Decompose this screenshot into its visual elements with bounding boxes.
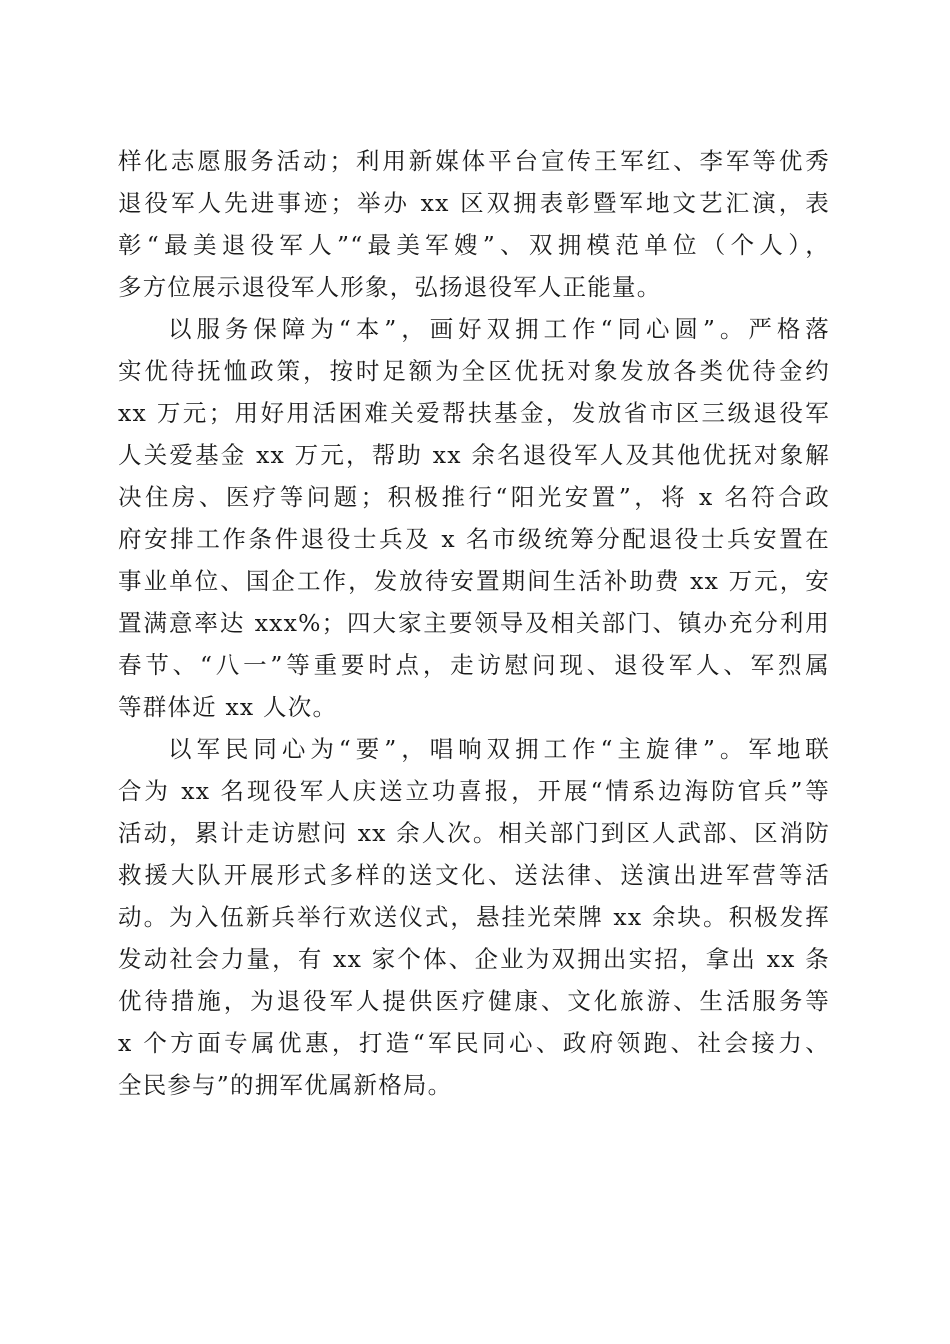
text-line: 府安排工作条件退役士兵及 x 名市级统筹分配退役士兵安置在 xyxy=(118,525,830,553)
text-line: 等群体近 xx 人次。 xyxy=(118,693,338,721)
text-line: 救援大队开展形式多样的送文化、送法律、送演出进军营等活 xyxy=(118,861,830,889)
text-line: 决住房、医疗等问题；积极推行“阳光安置”，将 x 名符合政 xyxy=(118,483,830,511)
text-line: 事业单位、国企工作，发放待安置期间生活补助费 xx 万元，安 xyxy=(118,567,830,595)
document-body xyxy=(118,140,830,1106)
text-line: 人关爱基金 xx 万元，帮助 xx 余名退役军人及其他优抚对象解 xyxy=(118,441,830,469)
text-line: 活动，累计走访慰问 xx 余人次。相关部门到区人武部、区消防 xyxy=(118,819,830,847)
text-line: 春节、“八一”等重要时点，走访慰问现、退役军人、军烈属 xyxy=(118,651,830,679)
text-line: 合为 xx 名现役军人庆送立功喜报，开展“情系边海防官兵”等 xyxy=(118,777,830,805)
text-line: 彰“最美退役军人”“最美军嫂”、双拥模范单位（个人）， xyxy=(118,231,830,259)
text-line: 以服务保障为“本”，画好双拥工作“同心圆”。严格落 xyxy=(168,315,830,343)
text-line: 退役军人先进事迹；举办 xx 区双拥表彰暨军地文艺汇演，表 xyxy=(118,189,830,217)
paragraph-service-guarantee xyxy=(118,308,830,728)
text-line: x 个方面专属优惠，打造“军民同心、政府领跑、社会接力、 xyxy=(118,1029,830,1057)
text-line: 实优待抚恤政策，按时足额为全区优抚对象发放各类优待金约 xyxy=(118,357,830,385)
text-line: 样化志愿服务活动；利用新媒体平台宣传王军红、李军等优秀 xyxy=(118,147,830,175)
paragraph-volunteer-activities xyxy=(118,140,830,308)
text-line: xx 万元；用好用活困难关爱帮扶基金，发放省市区三级退役军 xyxy=(118,399,830,427)
text-line: 全民参与”的拥军优属新格局。 xyxy=(118,1071,453,1099)
text-line: 置满意率达 xxx%；四大家主要领导及相关部门、镇办充分利用 xyxy=(118,609,830,637)
paragraph-military-civilian-unity xyxy=(118,728,830,1106)
text-line: 多方位展示退役军人形象，弘扬退役军人正能量。 xyxy=(118,273,662,301)
text-line: 发动社会力量，有 xx 家个体、企业为双拥出实招，拿出 xx 条 xyxy=(118,945,830,973)
text-line: 优待措施，为退役军人提供医疗健康、文化旅游、生活服务等 xyxy=(118,987,830,1015)
text-line: 以军民同心为“要”，唱响双拥工作“主旋律”。军地联 xyxy=(168,735,830,763)
text-line: 动。为入伍新兵举行欢送仪式，悬挂光荣牌 xx 余块。积极发挥 xyxy=(118,903,830,931)
